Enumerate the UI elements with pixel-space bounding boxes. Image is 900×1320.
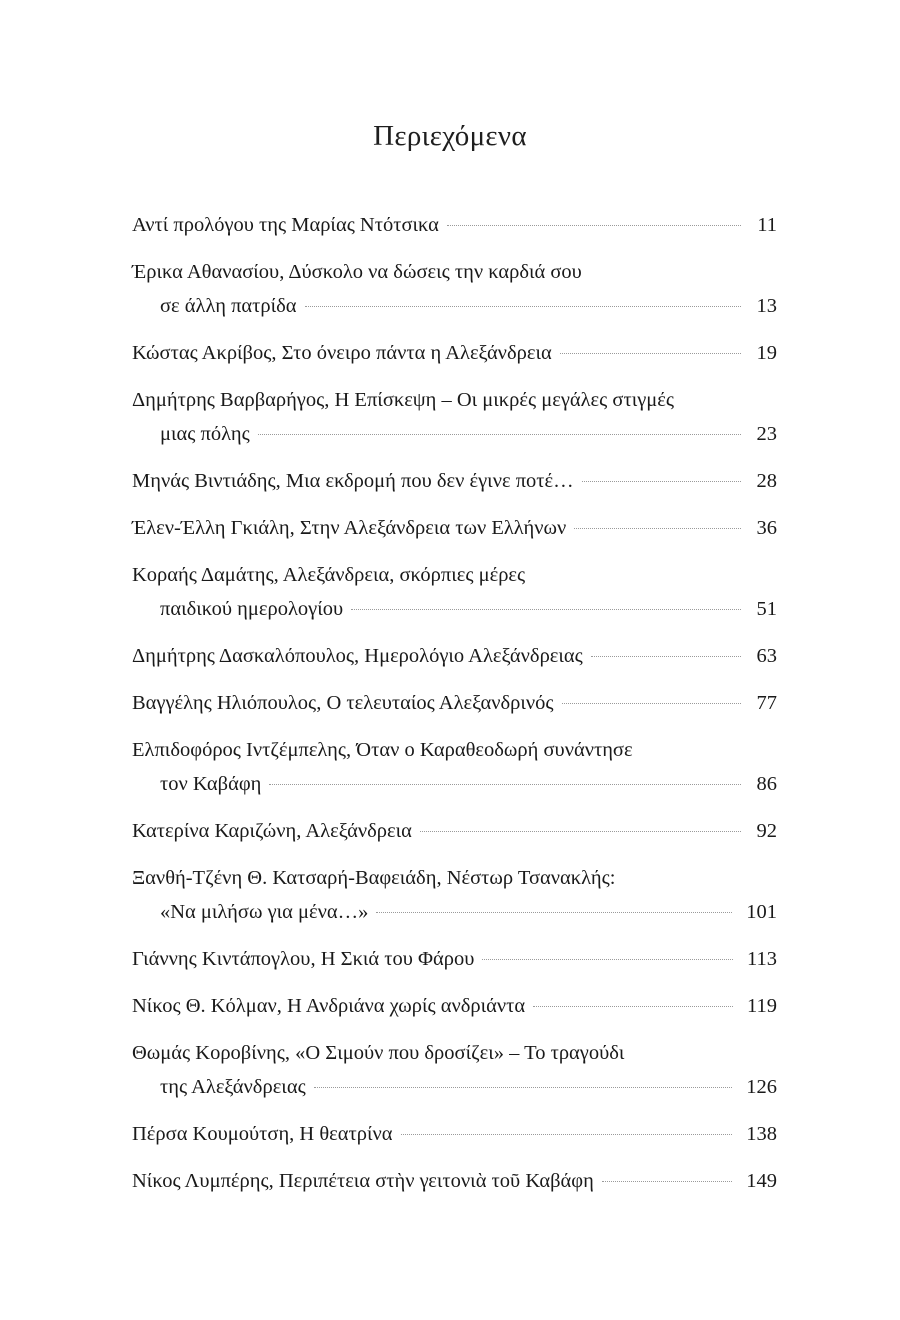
toc-entry: Βαγγέλης Ηλιόπουλος, Ο τελευταίος Αλεξανδρινός 77 [132,686,777,720]
toc-entry: Θωμάς Κοροβίνης, «Ο Σιμούν που δροσίζει» – Το τραγούδι της Αλεξάνδρειας 126 [132,1036,777,1104]
entry-author: Κοραής Δαμάτης [132,564,274,586]
entry-title-continued: παιδικού ημερολογίου [160,598,344,620]
entry-title-continued: της Αλεξάνδρειας [160,1076,306,1098]
page-number: 149 [746,1170,777,1192]
entry-title: Αντί προλόγου της Μαρίας Ντότσικα [132,214,439,236]
page-number: 113 [747,948,777,970]
page-number: 126 [746,1076,777,1098]
page-number: 92 [756,820,777,842]
dot-leader [533,1006,733,1007]
page-number: 77 [756,692,777,714]
entry-author: Ξανθή-Τζένη Θ. Κατσαρή-Βαφειάδη [132,867,437,889]
dot-leader [582,481,741,482]
toc-entry [132,208,777,242]
entry-author: Νίκος Θ. Κόλμαν [132,995,277,1017]
dot-leader [376,912,732,913]
table-of-contents [132,208,777,1211]
entry-title: Η Ανδριάνα χωρίς ανδριάντα [287,995,526,1017]
entry-author: Κατερίνα Καριζώνη [132,820,297,842]
dot-leader [401,1134,733,1135]
page-number: 119 [747,995,777,1017]
toc-entry: Ελπιδοφόρος Ιντζέμπελης, Όταν ο Καραθεοδωρή συνάντησε τον Καβάφη 86 [132,733,777,801]
page-number: 86 [756,773,777,795]
entry-title-continued: «Να μιλήσω για μένα…» [160,901,369,923]
entry-title: Η Επίσκεψη – Οι μικρές μεγάλες στιγμές [334,389,674,411]
toc-entry: Μηνάς Βιντιάδης, Μια εκδρομή που δεν έγινε ποτέ… 28 [132,464,777,498]
entry-title-continued: μιας πόλης [160,423,250,445]
page-number: 63 [756,645,777,667]
dot-leader [482,959,733,960]
entry-author: Πέρσα Κουμούτση [132,1123,290,1145]
entry-author: Γιάννης Κιντάπογλου [132,948,311,970]
entry-title: Αλεξάνδρεια [305,820,412,842]
page-number: 19 [756,342,777,364]
page-number: 138 [746,1123,777,1145]
entry-author: Θωμάς Κοροβίνης [132,1042,285,1064]
dot-leader [602,1181,732,1182]
entry-title: Ο τελευταίος Αλεξανδρινός [326,692,554,714]
dot-leader [591,656,741,657]
page-title: Περιεχόμενα [373,120,527,152]
page-number: 28 [756,470,777,492]
dot-leader [574,528,741,529]
toc-entry: Κώστας Ακρίβος, Στο όνειρο πάντα η Αλεξάνδρεια 19 [132,336,777,370]
entry-title-continued: τον Καβάφη [160,773,262,795]
entry-author: Νίκος Λυμπέρης [132,1170,269,1192]
entry-title: «Ο Σιμούν που δροσίζει» – Το τραγούδι [295,1042,625,1064]
toc-entry: Γιάννης Κιντάπογλου, Η Σκιά του Φάρου 113 [132,942,777,976]
page-number: 23 [756,423,777,445]
entry-title: Περιπέτεια στὴν γειτονιὰ τοῦ Καβάφη [278,1170,594,1192]
dot-leader [314,1087,733,1088]
toc-entry: Δημήτρης Βαρβαρήγος, Η Επίσκεψη – Οι μικρές μεγάλες στιγμές μιας πόλης 23 [132,383,777,451]
toc-entry: Νίκος Θ. Κόλμαν, Η Ανδριάνα χωρίς ανδριάντα 119 [132,989,777,1023]
entry-author: Κώστας Ακρίβος [132,342,272,364]
dot-leader [420,831,741,832]
entry-author: Δημήτρης Δασκαλόπουλος [132,645,355,667]
toc-entry: Πέρσα Κουμούτση, Η θεατρίνα 138 [132,1117,777,1151]
page-number: 36 [756,517,777,539]
entry-title: Αλεξάνδρεια, σκόρπιες μέρες [282,564,526,586]
dot-leader [447,225,741,226]
toc-entry: Ξανθή-Τζένη Θ. Κατσαρή-Βαφειάδη, Νέστωρ Τσανακλής: «Να μιλήσω για μένα…» 101 [132,861,777,929]
toc-entry: Δημήτρης Δασκαλόπουλος, Ημερολόγιο Αλεξάνδρειας 63 [132,639,777,673]
entry-title: Στην Αλεξάνδρεια των Ελλήνων [299,517,567,539]
entry-title: Μια εκδρομή που δεν έγινε ποτέ… [285,470,574,492]
toc-entry: Έλεν-Έλλη Γκιάλη, Στην Αλεξάνδρεια των Ελλήνων 36 [132,511,777,545]
toc-entry: Κατερίνα Καριζώνη, Αλεξάνδρεια 92 [132,814,777,848]
entry-author: Έλεν-Έλλη Γκιάλη [132,517,290,539]
entry-title: Όταν ο Καραθεοδωρή συνάντησε [356,739,633,761]
page-number: 13 [756,295,777,317]
entry-author: Βαγγέλης Ηλιόπουλος [132,692,317,714]
entry-author: Δημήτρης Βαρβαρήγος [132,389,325,411]
dot-leader [560,353,741,354]
entry-title: Ημερολόγιο Αλεξάνδρειας [364,645,583,667]
entry-title-continued: σε άλλη πατρίδα [160,295,297,317]
dot-leader [305,306,741,307]
entry-author: Ελπιδοφόρος Ιντζέμπελης [132,739,347,761]
entry-title: Στο όνειρο πάντα η Αλεξάνδρεια [281,342,552,364]
toc-entry: Έρικα Αθανασίου, Δύσκολο να δώσεις την καρδιά σου σε άλλη πατρίδα 13 [132,255,777,323]
page-number: 51 [756,598,777,620]
page-number: 11 [757,214,777,236]
entry-title: Η θεατρίνα [299,1123,393,1145]
dot-leader [258,434,741,435]
page-number: 101 [746,901,777,923]
entry-title: Δύσκολο να δώσεις την καρδιά σου [288,261,582,283]
toc-entry: Νίκος Λυμπέρης, Περιπέτεια στὴν γειτονιὰ τοῦ Καβάφη 149 [132,1164,777,1198]
dot-leader [562,703,741,704]
dot-leader [351,609,741,610]
entry-author: Έρικα Αθανασίου [132,261,280,283]
toc-entry: Κοραής Δαμάτης, Αλεξάνδρεια, σκόρπιες μέρες παιδικού ημερολογίου 51 [132,558,777,626]
entry-author: Μηνάς Βιντιάδης [132,470,276,492]
entry-title: Νέστωρ Τσανακλής: [446,867,616,889]
dot-leader [269,784,741,785]
entry-title: Η Σκιά του Φάρου [320,948,475,970]
